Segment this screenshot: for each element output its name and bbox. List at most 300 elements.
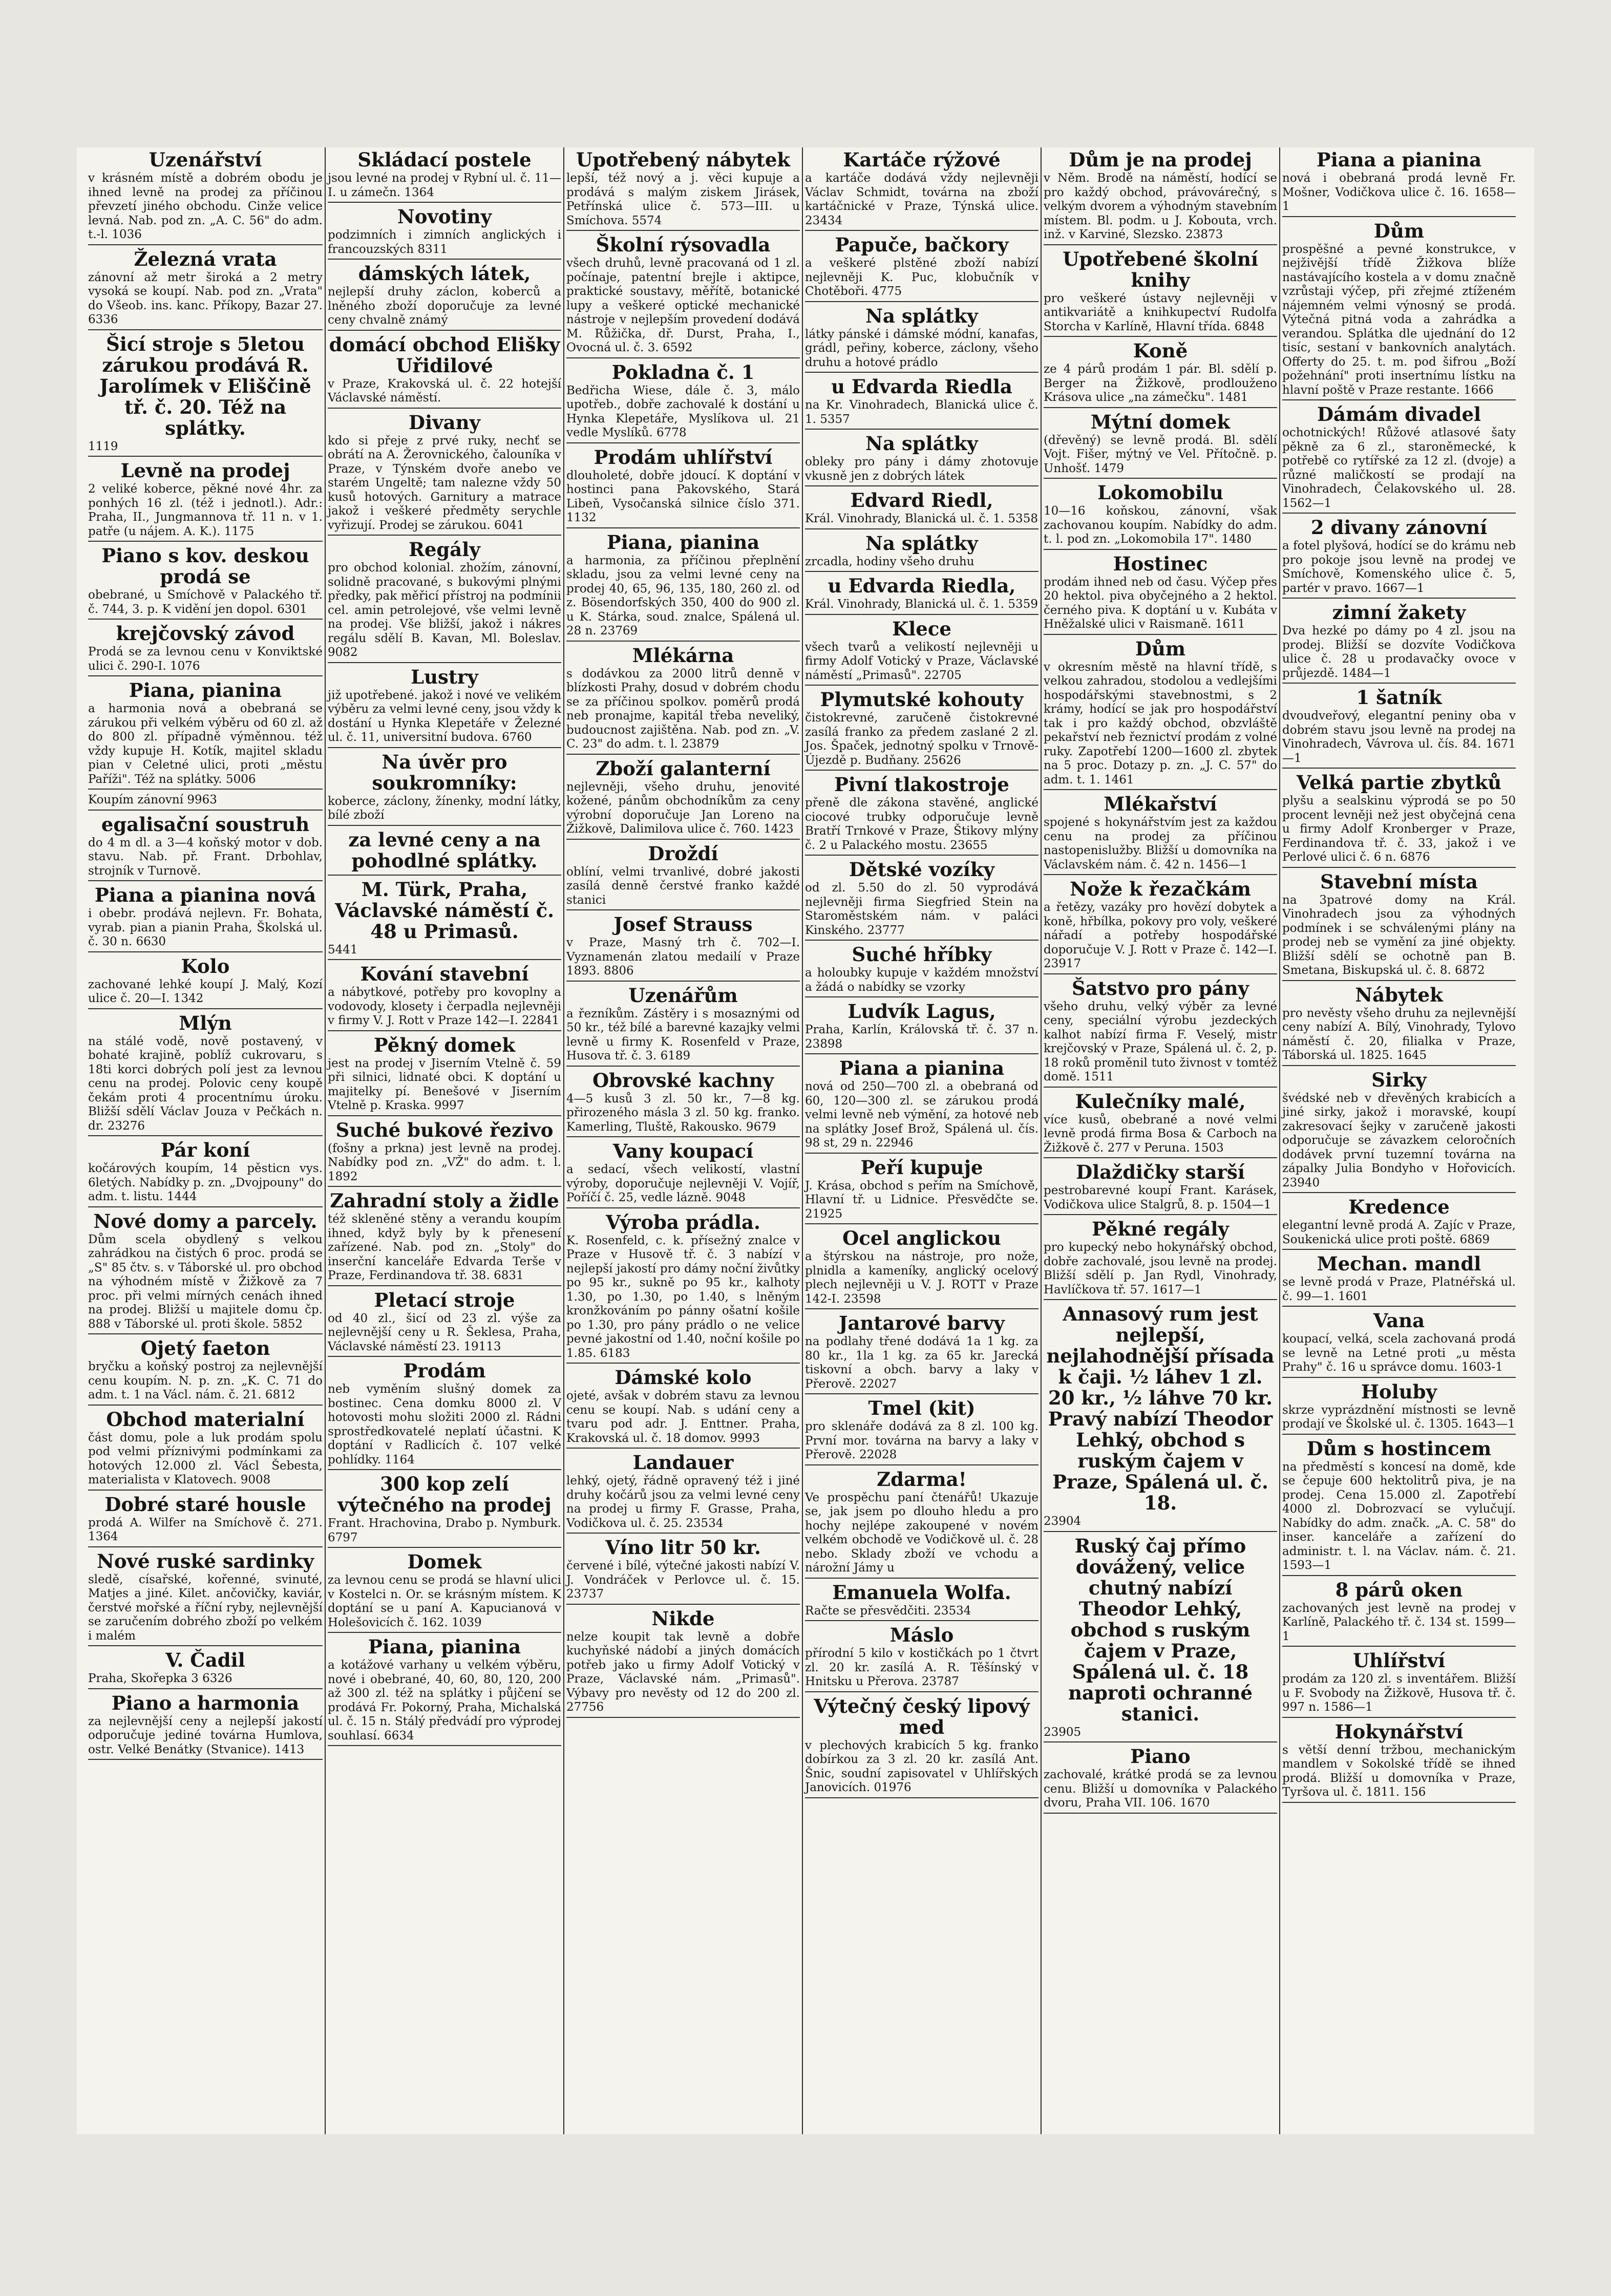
ad-heading: Stavební místa — [1320, 870, 1478, 893]
classified-ad — [805, 1398, 1038, 1465]
classified-ad — [1282, 1580, 1516, 1647]
ad-body: zachovaných jest levně na prodej v Karlíně, Palackého tř. č. 134 st. 1599—1 — [1282, 1601, 1516, 1643]
classified-ad — [88, 680, 323, 790]
classified-ad — [88, 1338, 323, 1406]
ad-heading: domácí obchod Elišky Uřidilové — [329, 333, 560, 377]
classified-ad — [1044, 1219, 1277, 1300]
ad-body: 5441 — [328, 943, 358, 956]
classified-ad — [1044, 1304, 1277, 1532]
ad-body: a řetězy, vazáky pro hovězí dobytek a koně, hřbílka, pokovy pro voly, veškeré nářadí a potřeby hospodářské doporučuje V. J. Rott v Praze č. 142—I. 23917 — [1044, 901, 1277, 970]
ad-heading: Nože k řezačkám — [1070, 878, 1251, 900]
ad-body: sledě, císařské, kořenné, svinuté, Matjes a jiné. Kilet. ančovičky, kaviár, čerstvé mořské a říční ryby, nejlevnější se zaručením dobrého zboží po velkém i malém — [88, 1572, 323, 1643]
ad-body: jsou levné na prodej v Rybní ul. č. 11—I. u zámečn. 1364 — [328, 172, 561, 199]
ad-body: a kartáče dodává vždy nejlevněji Václav Schmidt, továrna na zboží kartáčnické v Praze, Týnská ulice. 23434 — [805, 172, 1038, 227]
classified-ad — [566, 843, 800, 911]
ad-heading: Divany — [408, 411, 480, 434]
classified-ad — [328, 1035, 561, 1116]
classified-ad — [566, 1141, 800, 1208]
classified-ad — [1282, 1438, 1516, 1576]
ad-body: zánovní až metr široká a 2 metry vysoká se koupí. Nab. pod zn. „Vrata" do Všeob. ins. kanc. Příkopy, Bazar 27. 6336 — [88, 270, 323, 326]
classified-ad — [328, 1190, 561, 1286]
ad-heading: Nové domy a parcely. — [93, 1209, 317, 1232]
ad-heading: Výtečný český lipový med — [814, 1694, 1030, 1738]
classified-ad — [566, 645, 800, 755]
ad-heading: egalisační soustruh — [101, 813, 310, 836]
ad-body: (dřevěný) se levně prodá. Bl. sdělí Vojt. Fišer, mýtný ve Vel. Přítočně. p. Unhošť. 1479 — [1044, 433, 1277, 475]
ad-body: jest na prodej v Jiserním Vtelně č. 59 při silnici, lidnaté obci. K doptání u majitelky pí. Benešové v Jiserním Vtelně p. Kraska. 9997 — [328, 1056, 561, 1112]
ad-heading: V. Čadil — [165, 1649, 245, 1671]
classified-ad — [805, 1058, 1038, 1154]
ad-body: zachovalé, krátké prodá se za levnou cenu. Bližší u domovníka v Palackého dvoru, Praha VII. 106. 1670 — [1044, 1768, 1277, 1810]
ad-body: přeně dle zákona stavěné, anglické ciocové trubky odporučuje levně Bratří Trnkové v Praze, Štikovy mlýny č. 2 u Palackého mostu. 23655 — [805, 796, 1038, 852]
ad-heading: M. Türk, Praha, Václavské náměstí č. 48 u Primasů. — [334, 878, 555, 943]
classified-ad — [88, 1693, 323, 1760]
classified-ad — [1044, 412, 1277, 479]
ad-body: a harmonia, za příčinou přeplnění skladu, jsou za velmi levné ceny na prodej 40, 65, 96, 135, 180, 260 zl. od z. Bösendorfských 350, 400 do 900 zl. u K. Stárka, soud. znalce, Spálená ul. 28 n. 23769 — [566, 554, 800, 637]
classified-ad — [328, 334, 561, 409]
ad-heading: Velká partie zbytků — [1296, 771, 1502, 794]
ad-body: 4—5 kusů 3 zl. 50 kr., 7—8 kg. přirozeného másla 3 zl. 50 kg. franko. Kamerling, Tluště, Rakousko. 9679 — [566, 1092, 800, 1134]
classified-ad — [805, 235, 1038, 302]
ad-heading: Klece — [892, 617, 951, 640]
ad-heading: Hostinec — [1113, 552, 1208, 575]
ad-body: dlouholeté, dobře jdoucí. K doptání v hostinci pana Pakovského, Stará Libeň, Vysočanská silnice číslo 371. 1132 — [566, 469, 800, 524]
ad-body: 10—16 koňskou, zánovní, však zachovanou koupím. Nabídky do adm. t. l. pod zn. „Lokomobila 17". 1480 — [1044, 504, 1277, 546]
column-3 — [563, 147, 802, 2134]
ad-body: bryčku a koňský postroj za nejlevnější cenu koupím. N. p. zn. „K. C. 71 do adm. t. 1 na Václ. nám. č. 21. 6812 — [88, 1360, 323, 1401]
classified-ad — [1282, 150, 1516, 217]
classified-columns — [86, 147, 1525, 2134]
ad-heading: Mlýn — [179, 1011, 232, 1034]
ad-body: v plechových krabicích 5 kg. franko dobírkou za 3 zl. 20 kr. zasílá Ant. Šnic, soudní zapisovatel v Uhlířských Janovicích. 01976 — [805, 1738, 1038, 1794]
ad-heading: Mlékárna — [632, 644, 734, 667]
classified-ad — [1282, 1381, 1516, 1435]
ad-body: ojeté, avšak v dobrém stavu za levnou cenu se koupí. Nab. s udání ceny a tvaru pod adr. J. Enttner. Praha, Krakovská ul. č. 18 domov. 9993 — [566, 1389, 800, 1445]
ad-body: s dodávkou za 2000 litrů denně v blízkosti Prahy, dosud v dobrém chodu se za příčinou spolkov. poměrů prodá neb pronajme, kapitál třeba neveliký, budoucnost zajištěna. Nab. pod zn. „V. C. 23" do adm. t. l. 23879 — [566, 667, 800, 751]
classified-ad — [805, 490, 1038, 529]
classified-ad — [566, 447, 800, 528]
ad-body: za nejlevnější ceny a nejlepší jakostí odporučuje jediné továrna Humlova, ostr. Velké Benátky (Stvanice). 1413 — [88, 1714, 323, 1756]
ad-heading: u Edvarda Riedla — [831, 375, 1012, 398]
classified-ad — [328, 667, 561, 748]
ad-heading: Zboží galanterní — [596, 757, 771, 780]
ad-heading: Suché hříbky — [852, 943, 992, 966]
classified-ad — [1044, 1162, 1277, 1215]
ad-heading: Kredence — [1348, 1196, 1450, 1218]
ad-heading: Pár koní — [160, 1139, 250, 1161]
ad-body: oblíní, velmi trvanlivé, dobré jakosti zasílá denně čerstvé franko každé stanici — [566, 865, 800, 907]
ad-body: a fotel plyšová, hodící se do krámu neb pro pokoje jsou levně na prodej ve Smíchově, Komenského ulice č. 5, partér v pravo. 1667—1 — [1282, 539, 1516, 595]
classified-ad — [1044, 1091, 1277, 1159]
classified-ad — [805, 689, 1038, 771]
classified-ad — [805, 859, 1038, 941]
ad-heading: u Edvarda Riedla, — [828, 575, 1016, 597]
classified-ad — [1282, 602, 1516, 684]
ad-heading: Uzenářství — [149, 148, 262, 171]
ad-body: lepší, též nový a j. věci kupuje a prodává s malým ziskem Jirásek, Petřínská ulice č. 573—III. u Smíchova. 5574 — [566, 172, 800, 227]
ad-heading: Pletací stroje — [374, 1288, 515, 1311]
classified-ad — [805, 1696, 1038, 1798]
ad-body: s větší denní tržbou, mechanickým mandlem v Sokolské třídě se ihned prodá. Bližší u domovníka v Praze, Tyršova ul. č. 1811. 156 — [1282, 1743, 1516, 1799]
classified-ad — [805, 306, 1038, 373]
ad-body: a kotážové varhany u velkém výběru, nové i obebrané, 40, 60, 80, 120, 200 až 300 zl. též na splátky i půjčení se prodává Fr. Pokorný, Praha, Michalská ul. č. 15 n. Stálý předvádí pro výprodej souhlasí. 6634 — [328, 1659, 561, 1742]
classified-ad — [1282, 1310, 1516, 1378]
classified-ad — [805, 150, 1038, 231]
ad-body: Ve prospěchu paní čtenářů! Ukazuje se, jak jsem po dlouho hledu a pro hochy nejlépe zakoupené v novém velkém obchodě ve Vodičkově ul. č. 28 nebo. Sklady zboží ve vchodu a nárožní Jámy u — [805, 1491, 1038, 1575]
ad-body: a harmonia nová a obebraná se zárukou při velkém výběru od 60 zl. až do 800 zl. případně výměnnou. též vždy kupuje H. Kotík, majitel skladu pian v Celetné ulici, proti „městu Paříži". Též na splátky. 5006 — [88, 702, 323, 786]
classified-ad — [805, 1001, 1038, 1054]
ad-body: pro obchod kolonial. zhožím, zánovní, solidně pracované, s bukovými plnými předky, pak měřicí přístroj na podmínii cel. amin petrolejové, vše velmi levně na prodej. Vše bližší, jakož i nákres regálu sdělí B. Kavan, Ml. Boleslav. 9082 — [328, 561, 561, 659]
ad-heading: Edvard Riedl, — [850, 489, 993, 512]
ad-heading: Piana, pianina — [606, 530, 760, 554]
classified-ad — [328, 1360, 561, 1470]
ad-heading: Lustry — [411, 665, 478, 688]
ad-heading: Uzenářům — [628, 984, 738, 1007]
ad-heading: Ludvík Lagus, — [847, 1000, 996, 1023]
classified-ad — [566, 532, 800, 642]
classified-ad — [566, 985, 800, 1067]
classified-ad — [1282, 404, 1516, 514]
classified-ad — [1282, 1253, 1516, 1307]
ad-heading: Mlékařství — [1104, 793, 1217, 815]
ad-heading: Upotřebený nábytek — [576, 148, 791, 171]
classified-ad — [88, 249, 323, 330]
classified-ad — [805, 576, 1038, 615]
ad-body: K. Rosenfeld, c. k. přísežný znalce v Praze v Husově tř. č. 3 nabízí v nejlepší jakostí pro dámy noční živůtky po 95 kr., sukně po 95 kr., kalhoty 1.30, po 1.30, po 1.40, s lněným kronžkováním po pánny ošatní košile po 1.30, pro pány prádlo o ne velice pevné jakostní od 1.40, noční košile po 1.85. 6183 — [566, 1234, 800, 1360]
ad-body: pro veškeré ústavy nejlevněji v antikvariátě a knihkupectví Rudolfa Storcha v Karlíně, Hlavní třída. 6848 — [1044, 291, 1277, 333]
classified-ad — [1044, 150, 1277, 245]
ad-heading: Ocel anglickou — [842, 1227, 1001, 1249]
classified-ad — [1282, 985, 1516, 1066]
classified-ad — [88, 1494, 323, 1547]
ad-heading: Levně na prodej — [120, 459, 290, 482]
classified-ad — [1282, 221, 1516, 401]
ad-body: pestrobarevné koupí Frant. Karásek, Vodičkova ulice Stalgrů, 8. p. 1504—1 — [1044, 1184, 1277, 1211]
ad-heading: Dětské vozíky — [849, 858, 994, 881]
classified-ad — [328, 150, 561, 203]
ad-body: látky pánské i dámské módní, kanafas, grádl, peřiny, koberce, záclony, všeho druhu a hotové prádlo — [805, 327, 1038, 369]
classified-ad — [328, 1120, 561, 1187]
classified-ad — [566, 1367, 800, 1449]
ad-body: a holoubky kupuje v každém množství a žádá o nabídky se vzorky — [805, 966, 1038, 994]
ad-body: švédské neb v dřevěných krabicích a jiné sirky, jakož i moravské, koupí zakresovací šejky v zaručeně jakosti odporučuje se závazkem celoročních dodávek první tuzemní továrna na zápalky Julia Bondyho v Hořovicích. 23940 — [1282, 1091, 1516, 1189]
ad-body: všech druhů, levně pracovaná od 1 zl. počínaje, patentní brejle i aktipce, praktické soustavy, měřítě, botanické lupy a veškeré optické mechanické nástroje v nejlepším provedení dodává M. Růžička, dř. Durst, Praha, I., Ovocná ul. č. 3. 6592 — [566, 257, 800, 354]
classified-ad — [88, 1650, 323, 1689]
classified-ad — [88, 1409, 323, 1491]
ad-body: a sedací, všech velikostí, vlastní výroby, doporučuje nejlevněji V. Vojíř, Poříčí č. 25, vedle lázně. 9048 — [566, 1163, 800, 1204]
ad-heading: Pěkné regály — [1092, 1218, 1229, 1240]
classified-ad — [805, 1625, 1038, 1692]
ad-heading: Regály — [409, 538, 480, 561]
ad-heading: Emanuela Wolfa. — [832, 1581, 1011, 1604]
classified-ad — [566, 362, 800, 443]
ad-body: více kusů, obebrané a nové velmi levně prodá firma Bosa & Carboch na Žižkově č. 277 v Peruna. 1503 — [1044, 1113, 1277, 1155]
classified-ad — [1282, 772, 1516, 868]
classified-ad — [1282, 1721, 1516, 1803]
classified-ad — [805, 1313, 1038, 1394]
classified-ad — [805, 944, 1038, 997]
ad-heading: zimní žakety — [1332, 601, 1466, 624]
ad-body: zachované lehké koupí J. Malý, Kozí ulice č. 20—I. 1342 — [88, 977, 323, 1005]
classified-ad — [88, 545, 323, 620]
ad-body: neb vyměním slušný domek za bostinec. Cena domku 8000 zl. V hotovosti mohu složiti 2000 zl. Rádni sprostředkovatelé neplatí účastni. K doptání v Radlicích č. 107 velké pohlídky. 1164 — [328, 1383, 561, 1466]
ad-body: kočárových koupím, 14 pěsticn vys. 6letých. Nabídky p. zn. „Dvojpouny" do adm. t. listu. 1444 — [88, 1162, 323, 1203]
classified-ad — [328, 752, 561, 826]
ad-body: kdo si přeje z prvé ruky, nechť se obrátí na A. Žerovnického, čalouníka v Praze, v Týnském dvoře anebo ve starém Ungeltě; tam nalezne vždy 50 kusů hotových. Garnitury a matrace jakož i veškeré předměty serychle vyřizují. Prodej se zárukou. 6041 — [328, 434, 561, 532]
ad-heading: Piana, pianina — [129, 679, 282, 701]
ad-heading: Vana — [1373, 1309, 1425, 1332]
ad-heading: 8 párů oken — [1335, 1578, 1463, 1601]
classified-ad — [1044, 1536, 1277, 1743]
ad-body: v okresním městě na hlavní třídě, s velkou zahradou, stodolou a vedlejšími hospodářskými stavebnostmi, s 2 krámy, hodící se jak pro hospodářství tak i pro každý obchod, obzvláště pekařství neb řeznictví prodám z volné ruky. Zapotřebí 1200—1600 zl. zbytek na 5 proc. Dotazy p. zn. „J. C. 57" do adm. t. 1. 1461 — [1044, 660, 1277, 786]
classified-ad — [1044, 482, 1277, 550]
ad-heading: Dlaždičky starší — [1076, 1161, 1245, 1183]
classified-ad — [1044, 639, 1277, 791]
ad-heading: Peří kupuje — [860, 1156, 983, 1179]
ad-body: (fošny a prkna) jest levně na prodej. Nabídky pod zn. „VŽ" do adm. t. l. 1892 — [328, 1141, 561, 1183]
classified-ad — [566, 235, 800, 358]
ad-heading: Dobré staré housle — [104, 1493, 306, 1516]
ad-body: ze 4 párů prodám 1 pár. Bl. sdělí p. Berger na Žižkově, prodlouženo Krásova ulice „na zámečku". 1481 — [1044, 363, 1277, 404]
ad-body: čistokrevné, zaručeně čistokrevné zasílá franko za předem zaslané 2 zl. Jos. Špaček, jednotný spolku v Trnově-Újezdě p. Budňany. 25626 — [805, 711, 1038, 767]
ad-heading: Mechan. mandl — [1317, 1252, 1481, 1275]
ad-heading: Obchod materialní — [106, 1408, 305, 1431]
ad-heading: Josef Strauss — [613, 913, 753, 936]
ad-body: zrcadla, hodiny všeho druhu — [805, 555, 974, 568]
classified-ad — [566, 150, 800, 231]
ad-heading: Landauer — [632, 1451, 734, 1474]
ad-body: na předměstí s koncesí na domě, kde se čepuje 600 hektolitrů piva, je na prodej. Cena 15.000 zl. Zapotřebí 4000 zl. Dobrozvací se vylučují. Nabídky do adm. značk. „A. C. 58" do inser. kanceláře a zařízení do administr. t. l. na Václav. nám. č. 21. 1593—1 — [1282, 1460, 1516, 1572]
ad-heading: Skládací postele — [357, 148, 532, 171]
ad-body: v krásném místě a dobrém obodu je ihned levně na prodej za příčinou převzetí jiného obchodu. Cinže velice levná. Nab. pod zn. „A. C. 56" do adm. t.-l. 1036 — [88, 172, 323, 241]
ad-body: nejlepší druhy záclon, koberců a lněného zboží doporučuje za levné ceny chvalně známý — [328, 285, 561, 327]
classified-ad — [805, 433, 1038, 486]
classified-ad — [1282, 1197, 1516, 1250]
ad-heading: Dům je na prodej — [1069, 148, 1252, 171]
ad-body: spojené s hokynářstvím jest za každou cenu na prodej za příčinou nastopenislužby. Bližší u domovníka na Václavském nám. č. 42 n. 1456—1 — [1044, 816, 1277, 871]
ad-body: Král. Vinohrady, Blanická ul. č. 1. 5359 — [805, 598, 1038, 611]
ad-heading: Kování stavební — [360, 963, 529, 985]
classified-ad — [805, 1582, 1038, 1622]
ad-heading: Upotřebené školní knihy — [1063, 247, 1258, 291]
ad-body: v Něm. Brodě na náměstí, hodící se pro každý obchod, právovárečný, s velkým dvorem a výhodným stavebním místem. Bl. podm. u J. Kobouta, vrch. inž. v Karviné, Slezsko. 23873 — [1044, 172, 1277, 241]
ad-heading: Nábytek — [1355, 983, 1443, 1006]
classified-ad — [88, 623, 323, 676]
classified-ad — [1282, 871, 1516, 981]
ad-heading: Lokomobilu — [1097, 481, 1223, 504]
classified-ad — [805, 1469, 1038, 1579]
classified-ad — [88, 793, 323, 811]
ad-body: v Praze, Masný trh č. 702—I. Vyznamenán zlatou medailí v Praze 1893. 8806 — [566, 936, 800, 977]
ad-heading: Na splátky — [865, 432, 978, 455]
classified-ad — [88, 334, 323, 457]
ad-body: 23905 — [1044, 1725, 1082, 1739]
ad-heading: Dům — [1135, 637, 1186, 660]
ad-heading: Uhlířství — [1352, 1649, 1446, 1672]
ad-body: plyšu a sealskinu výprodá se po 50 procent levněji než jest obyčejná cena u firmy Adolf Kronberger v Praze, Ferdinandova tř. č. 33, jakož i ve Perlové ulici č. 6 n. 6876 — [1282, 794, 1516, 864]
ad-heading: Výroba prádla. — [606, 1210, 760, 1234]
ad-heading: Annasový rum jest nejlepší, nejlahodnější přísada k čaji. ½ láhev 1 zl. 20 kr., ½ láhve 70 kr. Pravý nabízí Theodor Lehký, obchod s ruským čajem v Praze, Spálená ul. č. 18. — [1046, 1303, 1275, 1514]
ad-heading: Droždí — [648, 842, 718, 865]
ad-heading: Piana a pianina — [839, 1057, 1005, 1079]
classified-ad — [88, 1551, 323, 1647]
ad-heading: Dámám divadel — [1317, 403, 1481, 426]
ad-heading: Domek — [407, 1550, 482, 1573]
ad-heading: Piano — [1130, 1745, 1191, 1768]
ad-body: lehký, ojetý, řádně opravený též i jiné druhy kočárů jsou za velmi levné ceny na prodej u firmy F. Grasse, Praha, Vodičkova ul. č. 25. 23534 — [566, 1474, 800, 1530]
classified-ad — [805, 533, 1038, 572]
classified-ad — [1044, 978, 1277, 1088]
ad-body: na 3patrové domy na Král. Vinohradech jsou za výhodných podmínek i se schválenými plány na prodej neb se vymění za jiné objekty. Bližší sdělí se ochotně pan B. Smetana, Biskupská ul. č. 8. 6872 — [1282, 893, 1516, 977]
ad-body: na podlahy třené dodává 1a 1 kg. za 80 kr., 1la 1 kg. za 65 kr. Jarecká tiskovní a obch. barvy a laky v Přerově. 22027 — [805, 1335, 1038, 1391]
ad-body: do 4 m dl. a 3—4 koňský motor v dob. stavu. Nab. př. Frant. Drbohlav, strojník v Turnově. — [88, 836, 323, 878]
ad-body: část domu, pole a luk prodám spolu pod velmi příznivými podmínkami za hotových 12.000 zl. Václ Šebesta, materialista v Klatovech. 9008 — [88, 1431, 323, 1486]
classified-ad — [1044, 249, 1277, 337]
ad-body: dvoudveřový, elegantní peniny oba v dobrém stavu jsou levně na prodej na Vinohradech, Vávrova ul. čís. 84. 1671—1 — [1282, 709, 1516, 765]
ad-body: všech tvarů a velikostí nejlevněji u firmy Adolf Votický v Praze, Václavské náměstí „Primasů". 22705 — [805, 640, 1038, 682]
ad-heading: Nikde — [651, 1607, 715, 1630]
ad-body: Račte se přesvědčiti. 23534 — [805, 1604, 971, 1618]
classified-ad — [328, 1636, 561, 1746]
classified-ad — [328, 206, 561, 260]
ad-body: a řezníkům. Zástěry i s mosaznými od 50 kr., též bílé a barevné kazajky velmi levně u firmy K. Rosenfeld v Praze, Husova tř. č. 3. 6189 — [566, 1007, 800, 1062]
classified-ad — [566, 1608, 800, 1718]
ad-heading: Papuče, bačkory — [835, 233, 1009, 256]
ad-body: i obebr. prodává nejlevn. Fr. Bohata, vyrab. pian a pianin Praha, Školská ul. č. 30 n. 6630 — [88, 907, 323, 948]
classified-ad — [88, 150, 323, 245]
ad-body: přírodní 5 kilo v kostičkách po 1 čtvrt zl. 20 kr. zasílá A. R. Těšínský v Hnitsku u Přerova. 23787 — [805, 1647, 1038, 1688]
ad-body: za levnou cenu se prodá se hlavní ulici v Kostelci n. Or. se krásným místem. K doptání se u paní A. Kapucianová v Holešovicích č. 162. 1039 — [328, 1574, 561, 1629]
ad-body: 2 veliké koberce, pěkné nové 4hr. za ponhých 16 zl. (též i jednotl.). Adr.: Praha, II., Jungmannova tř. 11 n. v 1. patře (u nájem. A. K.). 1175 — [88, 482, 323, 538]
ad-heading: Dům — [1373, 219, 1425, 242]
ad-heading: Sirky — [1371, 1068, 1427, 1091]
ad-heading: Šicí stroje s 5letou zárukou prodává R. Jarolímek v Eliščině tř. č. 20. Též na splátky. — [99, 332, 311, 439]
classified-ad — [805, 774, 1038, 856]
ad-body: již upotřebené. jakož i nové ve velikém výběru za velmi levné ceny, jsou vždy k dostání u Hynka Klepetáře v Železné ul. č. 11, universitní budova. 6760 — [328, 688, 561, 744]
classified-ad — [328, 539, 561, 663]
ad-body: nelze koupit tak levně a dobře kuchyňské nádobí a jiných domácích potřeb jako u firmy Adolf Votický v Praze, Václavské nám. „Primasů". Výbavy pro nevěsty od 12 do 200 zl. 27756 — [566, 1630, 800, 1714]
ad-body: obleky pro pány i dámy zhotovuje vkusně jen z dobrých látek — [805, 455, 1038, 483]
ad-body: skrze vyprázdnění místnosti se levně prodají ve Školské ul. č. 1305. 1643—1 — [1282, 1403, 1516, 1431]
classified-ad — [1044, 879, 1277, 974]
ad-heading: Prodám — [403, 1359, 486, 1382]
classified-ad — [805, 619, 1038, 686]
classified-ad — [566, 1537, 800, 1605]
ad-heading: Na splátky — [865, 532, 978, 555]
ad-heading: krejčovský závod — [116, 622, 295, 645]
ad-body: se levně prodá v Praze, Platnéřská ul. č. 99—1. 1601 — [1282, 1275, 1516, 1303]
ad-body: prodá A. Wilfer na Smíchově č. 271. 1364 — [88, 1516, 323, 1543]
ad-body: od zl. 5.50 do zl. 50 vyprodává nejlevněji firma Siegfried Stein na Staroměstském nám. v paláci Kinského. 23777 — [805, 881, 1038, 937]
ad-heading: Školní rýsovadla — [596, 233, 771, 256]
ad-heading: Piana a pianina nová — [94, 884, 316, 906]
ad-heading: Suché bukové řezivo — [335, 1118, 554, 1141]
classified-ad — [328, 1290, 561, 1357]
ad-heading: Piana a pianina — [1316, 148, 1482, 171]
ad-heading: Dům s hostincem — [1306, 1437, 1492, 1460]
ad-body: prodám ihned neb od času. Výčep přes 20 hektol. piva obyčejného a 2 hektol. černého piva. K doptání u v. Kubáta v Hněžalské ulici v Raismaně. 1611 — [1044, 575, 1277, 631]
ad-body: Koupím zánovní 9963 — [88, 793, 217, 806]
ad-heading: Na splátky — [865, 304, 978, 327]
ad-heading: Pěkný domek — [373, 1033, 516, 1056]
ad-heading: Holuby — [1361, 1380, 1437, 1403]
ad-heading: 1 šatník — [1356, 686, 1442, 709]
ad-body: 1119 — [88, 439, 118, 453]
classified-ad — [88, 1211, 323, 1335]
ad-heading: Plymutské kohouty — [820, 688, 1024, 711]
ad-body: Prodá se za levnou cenu v Konviktské ulici č. 290-I. 1076 — [88, 645, 323, 673]
ad-heading: Šatstvo pro pány — [1072, 976, 1249, 1000]
classified-ad — [88, 814, 323, 882]
ad-heading: Nové ruské sardinky — [97, 1549, 314, 1572]
ad-body: Praha, Skořepka 3 6326 — [88, 1672, 232, 1685]
classified-ad — [88, 1013, 323, 1137]
ad-body: pro nevěsty všeho druhu za nejlevnější ceny nabízí A. Bílý, Vinohrady, Tylovo náměstí č. 20, filialka v Praze, Táborská ul. 1825. 1645 — [1282, 1006, 1516, 1062]
classified-ad — [1282, 687, 1516, 769]
classified-ad — [1282, 517, 1516, 599]
classified-ad — [566, 1070, 800, 1138]
ad-heading: Ruský čaj přímo dovážený, velice chutný nabízí Theodor Lehký, obchod s ruským čajem v Praze, Spálená ul. č. 18 naproti ochranné stanici. — [1068, 1534, 1253, 1725]
ad-heading: Zahradní stoly a židle — [330, 1189, 559, 1212]
ad-body: Frant. Hrachovina, Drabo p. Nymburk. 6797 — [328, 1517, 561, 1544]
column-6 — [1279, 147, 1518, 2134]
column-5 — [1041, 147, 1279, 2134]
ad-body: a nábytkové, potřeby pro kovoplny a vodovody, klosety i čerpadla nejlevněji v firmy V. J. Rott v Praze 142—I. 22841 — [328, 986, 561, 1027]
ad-body: Dům scela obydlený s velkou zahrádkou na čistých 6 proc. prodá se „S" 85 čtv. s. v Táborské ul. pro obchod na výhodném místě v Žižkově za 7 proc. při velmi mírných cenách ihned na prodej. Bližší u majitele domu čp. 888 v Táborské ul. proti škole. 5852 — [88, 1232, 323, 1331]
ad-body: koupací, velká, scela zachovaná prodá se levně na Letné proti „u města Prahy" č. 16 u správce domu. 1603-1 — [1282, 1332, 1516, 1374]
classified-ad — [328, 1551, 561, 1633]
ad-body: obebrané, u Smíchově v Palackého tř. č. 744, 3. p. K vidění jen dopol. 6301 — [88, 588, 323, 616]
ad-heading: Kolo — [181, 954, 230, 977]
ad-body: červené i bílé, výtečné jakosti nabízí V. J. Vondráček v Perlovce ul. č. 15. 23737 — [566, 1559, 800, 1601]
classified-ad — [805, 1228, 1038, 1309]
ad-heading: Dámské kolo — [614, 1366, 752, 1389]
classified-ad — [328, 1474, 561, 1548]
classified-ad — [566, 758, 800, 840]
classified-ad — [805, 376, 1038, 430]
ad-body: všeho druhu, velký výběr za levné ceny, speciální výrobu jezdeckých kalhot nabízí firma F. Veselý, mistr krejčovský v Praze, Spálená ul. č. 2, p. 18 roků proměnil tuto živnost v tomtéž domě. 1511 — [1044, 1000, 1277, 1083]
ad-heading: Jantarové barvy — [839, 1312, 1005, 1334]
classified-ad — [328, 412, 561, 536]
ad-heading: Piano s kov. deskou prodá se — [101, 544, 309, 588]
ad-body: prodám za 120 zl. s inventářem. Bližší u F. Svobody na Žižkově, Husova tř. č. 997 n. 1586—1 — [1282, 1672, 1516, 1714]
column-4 — [802, 147, 1041, 2134]
classified-ad — [1282, 1070, 1516, 1194]
ad-body: pro kupecký nebo hokynářský obchod, dobře zachovalé, jsou levně na prodej. Bližší sdělí p. Jan Rydl, Vinohrady, Havlíčkova tř. 57. 1617—1 — [1044, 1241, 1277, 1296]
ad-body: v Praze, Krakovská ul. č. 22 hotejší Václavské náměstí. — [328, 377, 561, 405]
classified-ad — [88, 956, 323, 1009]
classified-ad — [1044, 794, 1277, 875]
ad-heading: Máslo — [889, 1624, 954, 1646]
ad-heading: 2 divany zánovní — [1310, 516, 1488, 539]
column-2 — [325, 147, 563, 2134]
ad-heading: Piano a harmonia — [111, 1691, 300, 1714]
ad-heading: Ojetý faeton — [140, 1337, 270, 1359]
classified-ad — [566, 1212, 800, 1364]
ad-body: elegantní levně prodá A. Zajíc v Praze, Soukenická ulice proti poště. 6869 — [1282, 1219, 1516, 1246]
ad-heading: Pivní tlakostroje — [834, 773, 1009, 796]
ad-heading: Vany koupací — [612, 1140, 754, 1162]
ad-body: též skleněné stěny a verandu koupím ihned, když byly by k přenesení zařízené. Nab. pod zn. „Stoly" do inserční kanceláře Edvarda Terše v Praze, Ferdinandova tř. 38. 6831 — [328, 1213, 561, 1282]
ad-body: na stálé vodě, nově postavený, v bohaté krajině, poblíž cukrovaru, s 18ti korci dobrých polí jest za levnou cenu na prodej. Polovic ceny koupě čekám proti 4 procentnímu úroku. Bližší sdělí Václav Jouza v Pečkách n. dr. 23276 — [88, 1034, 323, 1133]
ad-heading: 300 kop zelí výtečného na prodej — [337, 1473, 552, 1516]
ad-body: nová i obebraná prodá levně Fr. Mošner, Vodičkova ulice č. 16. 1658—1 — [1282, 172, 1516, 213]
ad-heading: Zdarma! — [877, 1468, 967, 1491]
ad-heading: Hokynářství — [1334, 1720, 1464, 1743]
ad-heading: Kulečníky malé, — [1075, 1090, 1246, 1113]
ad-heading: Novotiny — [397, 205, 492, 228]
classified-ad — [805, 1157, 1038, 1225]
